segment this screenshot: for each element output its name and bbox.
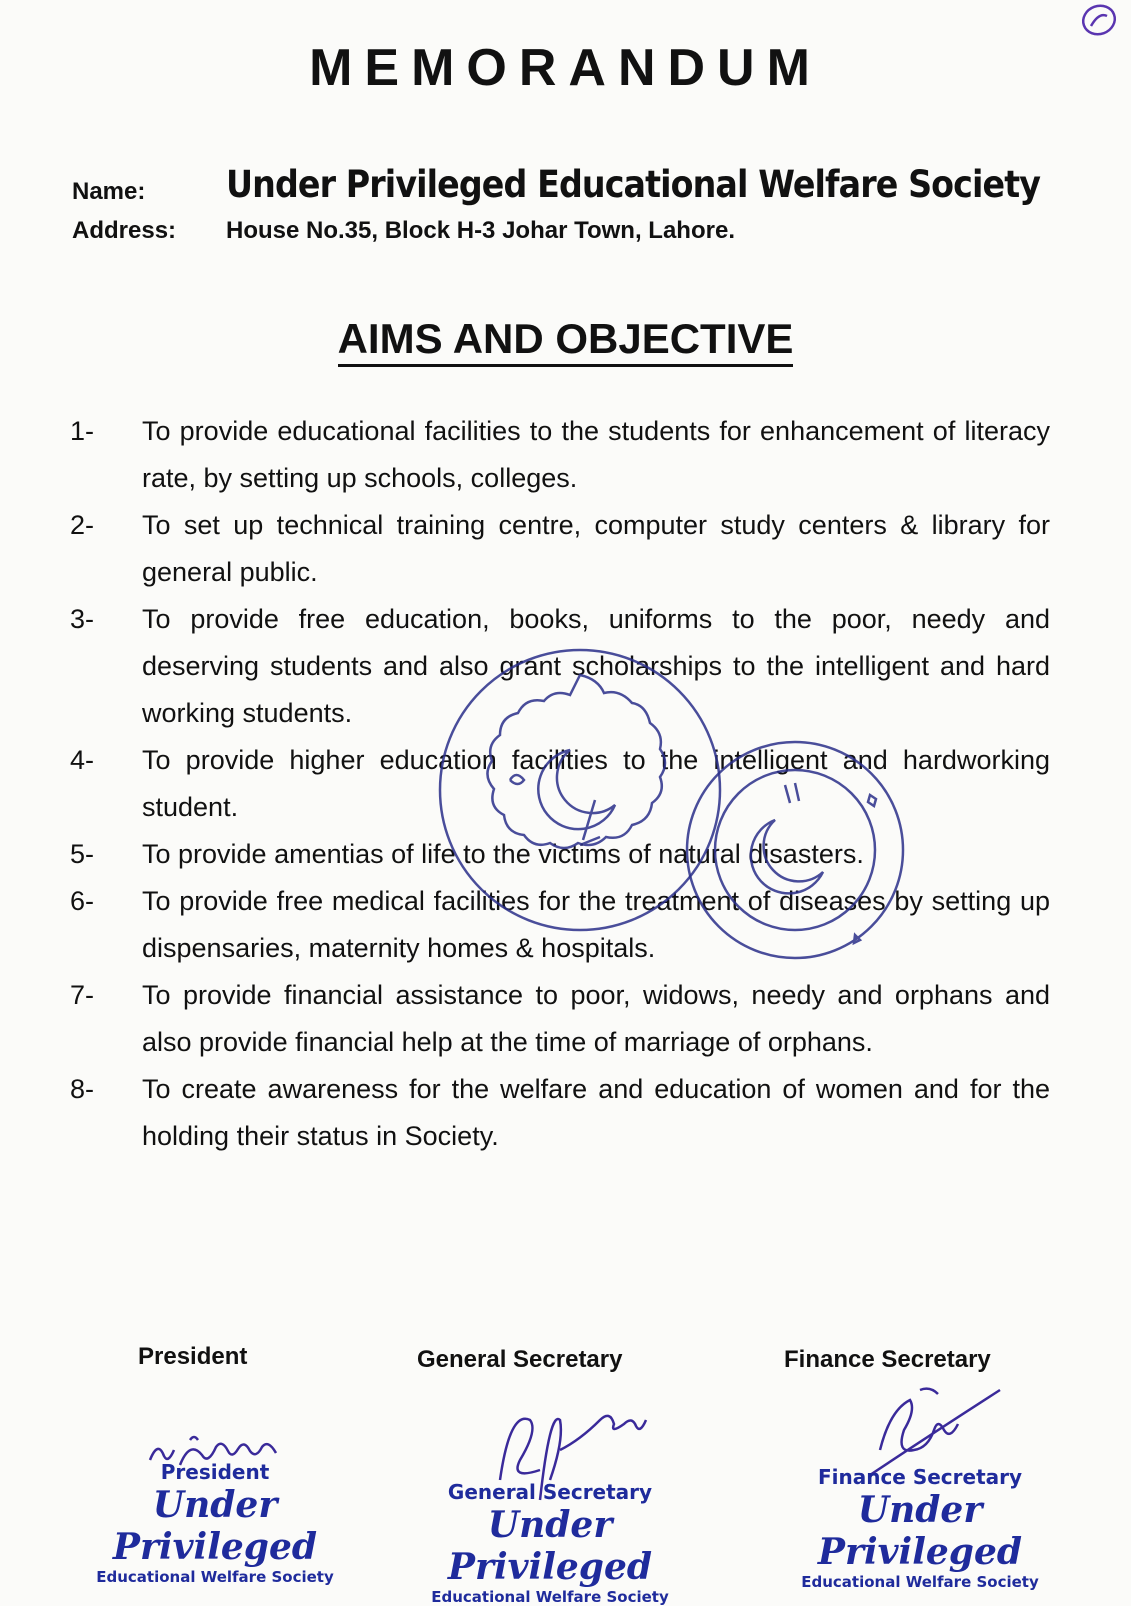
organization-address: House No.35, Block H-3 Johar Town, Lahore. [226,217,735,244]
objective-text: To provide higher education facilities to the intelligent and hardworking student. [142,745,1050,822]
registrar-stamp [680,735,910,965]
section-heading [0,315,1131,363]
seal-role: Finance Secretary [817,1465,1023,1489]
objective-text: To provide amentias of life to the victims of natural disasters. [142,839,864,869]
objective-number: 5- [70,839,95,869]
president-seal [90,1460,340,1586]
seal-organization: Under Privileged [447,1504,653,1588]
objective-number: 7- [70,980,95,1010]
objective-item [70,502,1050,596]
president-title: President [138,1343,248,1370]
finance-secretary-title: Finance Secretary [784,1346,991,1373]
seal-role: President [160,1460,270,1484]
seal-subtitle: Educational Welfare Society [431,1588,669,1606]
seal-subtitle: Educational Welfare Society [96,1568,334,1586]
section-heading-text: AIMS AND OBJECTIVE [338,315,794,367]
seal-role: General Secretary [447,1480,653,1504]
objective-number: 4- [70,745,95,775]
general-secretary-title: General Secretary [417,1346,623,1373]
objective-number: 8- [70,1074,95,1104]
general-secretary-seal [420,1480,680,1606]
objective-number: 3- [70,604,95,634]
corner-check-mark [1071,2,1121,42]
objective-text: To set up technical training centre, computer study centers & library for general public. [142,510,1050,587]
seal-organization: Under Privileged [817,1489,1023,1573]
finance-secretary-seal [800,1465,1040,1591]
document-title: MEMORANDUM [309,39,822,97]
objective-text: To provide financial assistance to poor, widows, needy and orphans and also provide financial help at the time of marriage of orphans. [142,980,1050,1057]
seal-organization: Under Privileged [112,1484,318,1568]
name-label: Name: [72,178,146,205]
objective-number: 2- [70,510,95,540]
objective-text: To provide free medical facilities for the treatment of diseases by setting up dispensaries, maternity homes & hospitals. [142,886,1050,963]
address-label: Address: [72,217,177,244]
seal-subtitle: Educational Welfare Society [801,1573,1039,1591]
objective-text: To provide educational facilities to the students for enhancement of literacy rate, by setting up schools, colleges. [142,416,1050,493]
objective-text: To create awareness for the welfare and education of women and for the holding their status in Society. [142,1074,1050,1151]
objective-item [70,972,1050,1066]
organization-name: Under Privileged Educational Welfare Society [226,163,1041,206]
objective-number: 1- [70,416,95,446]
objective-item [70,1066,1050,1160]
objective-text: To provide free education, books, uniforms to the poor, needy and deserving students and also grant scholarships to the intelligent and hard working students. [142,604,1050,728]
objective-item [70,408,1050,502]
objective-number: 6- [70,886,95,916]
